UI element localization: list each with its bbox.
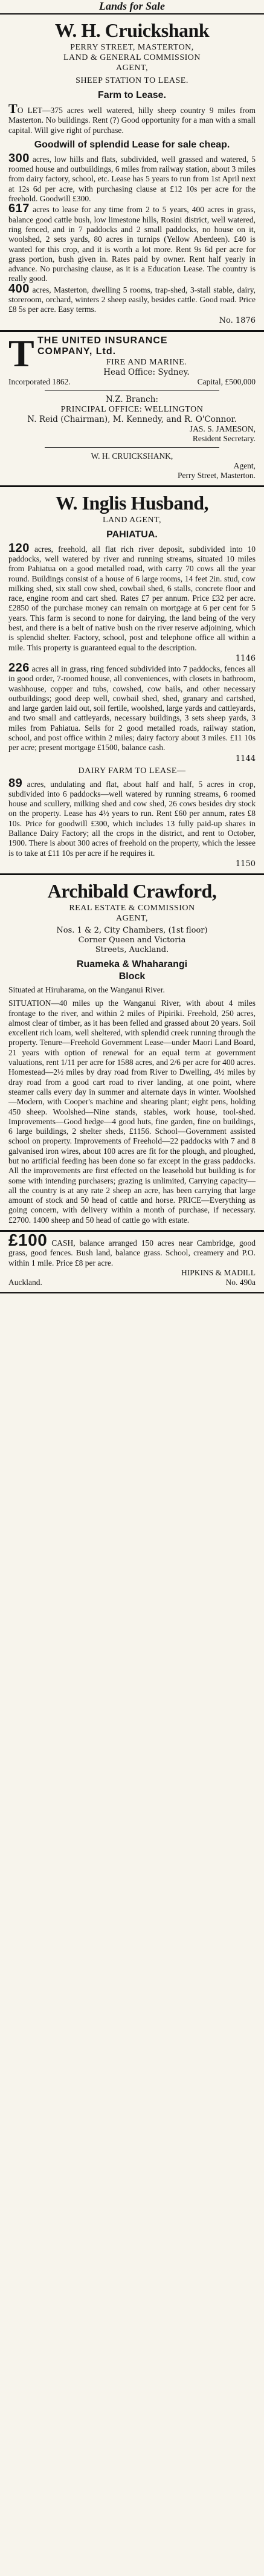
- insurance-title-company: COMPANY, Ltd.: [37, 346, 117, 357]
- listing-number: 1146: [235, 653, 256, 663]
- hipkins-footer: Auckland. No. 490a: [8, 1277, 256, 1287]
- insurance-header: [8, 331, 256, 377]
- insurance-capital: Capital, £500,000: [197, 377, 256, 386]
- hipkins-firm: HIPKINS & MADILL: [181, 1267, 256, 1277]
- insurance-head-office: Head Office: Sydney.: [103, 367, 190, 377]
- insurance-title: THE UNITED INSURANCE: [37, 335, 168, 346]
- divider: [45, 447, 219, 448]
- advertiser-place: PAHIATUA.: [106, 529, 158, 540]
- advertiser-name: Archibald Crawford,: [47, 879, 217, 902]
- listing-300: 300 acres, low hills and flats, subdivided, well grassed and watered, 5 roomed house and outbuildings, 6 miles from railway station, about 3 miles from dairy factory, school, etc. Lease has 5 years to run from 1st April next at 12s 6d per acre, with purchasing clause at £12 10s per acre for the freehold. Goodwill £300.: [8, 151, 256, 204]
- insurance-directors: N. Reid (Chairman), M. Kennedy, and R. O'Connor.: [27, 414, 237, 424]
- listing-number: No. 1876: [219, 316, 256, 325]
- insurance-agent: Agent, Perry Street, Masterton.: [178, 461, 256, 480]
- farm-heading: Farm to Lease.: [98, 90, 166, 100]
- block-situated: Situated at Hiruharama, on the Wanganui River.: [8, 985, 165, 994]
- cruickshank-ad: [0, 15, 264, 332]
- block-heading-2: Block: [118, 971, 146, 982]
- goodwill-heading: Goodwill of splendid Lease for sale cheap.: [34, 139, 230, 150]
- hipkins-price: £100: [8, 1231, 48, 1250]
- advertiser-title: REAL ESTATE & COMMISSION: [69, 903, 195, 913]
- dropcap: T: [8, 101, 18, 116]
- insurance-ad: [0, 332, 264, 487]
- advertiser-name: W. Inglis Husband,: [55, 491, 209, 514]
- listing-226: 226 acres all in grass, ring fenced subdivided into 7 paddocks, fences all in good order, 7-roomed house, all conveniences, with closets in bathroom, washhouse, copper and tubs, cowshed, cow bails, and other necessary outbuildings; good deep well, cowbail shed, shed, granary and cartshed, and large garden laid out, soil fertile, woolshed, large yards and cattleyards, and two small and cattleyards, necessary buildings, 3 sets sheep yards, 3 miles from Pahiatua. Sells for 2 good metalled roads, railway station, school, and post office within 2 miles; dairy factory about 3 miles. £11 10s per acre; present mortgage £1500, balance cash.: [8, 661, 256, 752]
- listing-number: 1144: [235, 754, 256, 763]
- dairy-heading: DAIRY FARM TO LEASE—: [78, 766, 186, 775]
- address-line: Streets, Auckland.: [95, 945, 169, 954]
- insurance-incorporated: Incorporated 1862.: [8, 377, 71, 386]
- insurance-principal-office: PRINCIPAL OFFICE: WELLINGTON: [60, 404, 204, 414]
- insurance-figures: [8, 377, 256, 387]
- block-heading: Ruameka & Whaharangi: [76, 959, 188, 969]
- crawford-ad: [0, 875, 264, 1232]
- listing-89: 89 acres, undulating and flat, about half and half, 5 acres in crop, subdivided into 6 paddocks—well watered by running streams, 6 roomed house and scullery, milking shed and cow shed, 26 cows besides dry stock on the property. Lease has 4½ years to run. Rent £60 per annum, rates £8 10s. Price for goodwill £300, which includes 13 fully paid-up shares in Ballance Dairy Factory; all the crops in the district, and rent to October, 1900. There is about 300 acres of freehold on the property, which the lessee is to take at £11 10s per acre if he requires it.: [8, 776, 256, 858]
- sheep-station-line: SHEEP STATION TO LEASE.: [76, 76, 188, 85]
- insurance-sub: FIRE AND MARINE.: [106, 357, 187, 367]
- section-header: Lands for Sale: [0, 0, 264, 15]
- listing-400: 400 acres, Masterton, dwelling 5 rooms, trap-shed, 3-stall stable, dairy, storeroom, orchard, winters 2 sheep easily, besides cattle. Good road. Price £8 5s per acre. Easy terms.: [8, 282, 256, 314]
- insurance-logo-letter: T: [8, 331, 34, 375]
- hipkins-listing: £100 CASH, balance arranged 150 acres near Cambridge, good grass, good fences. Bush land, balance grass. School, creamery and P.O. within 1 mile. Price £8 per acre.: [8, 1231, 256, 1267]
- farm-paragraph: TO LET—375 acres well watered, hilly sheep country 9 miles from Masterton. No buildings. Rent (?) Good opportunity for a man with a small capital. Will give right of purchase.: [8, 101, 256, 135]
- address-line: Corner Queen and Victoria: [78, 935, 186, 945]
- address-line: Nos. 1 & 2, City Chambers, (1st floor): [56, 925, 208, 935]
- advertiser-tagline-agent: AGENT,: [116, 63, 148, 73]
- listing-number: 1150: [235, 859, 256, 869]
- divider: [45, 390, 219, 391]
- insurance-secretary: JAS. S. JAMESON, Resident Secretary.: [189, 424, 256, 443]
- advertiser-title: LAND AGENT,: [102, 515, 161, 525]
- advertiser-tagline: LAND & GENERAL COMMISSION: [63, 53, 201, 62]
- listing-617: 617 acres to lease for any time from 2 to 5 years, 400 acres in grass, balance good cattle bush, low limestone hills, Rosini district, well watered, ring fenced, and in 7 paddocks and 2 small paddocks, no house on it, woolshed, 2 sets yards, 80 acres in turnips (Yellow Aberdeen). £40 is wanted for this crop, and it is worth a lot more. Rent 9s 6d per acre for grass portion, bush given in. Rates paid by owner. Rent half yearly in advance. No purchasing clause, as it is a Education Lease. The country is really good.: [8, 202, 256, 283]
- insurance-agent-name: W. H. CRUICKSHANK,: [91, 451, 173, 461]
- inglis-ad: [0, 487, 264, 875]
- advertiser-title-agent: AGENT,: [116, 913, 148, 923]
- block-description: SITUATION—40 miles up the Wanganui River, with about 4 miles frontage to the river, and within 2 miles of Pipiriki. Freehold, 250 acres, almost clear of timber, as it has been felled and grassed about 20 years. Soil excellent rich loam, well sheltered, with splendid creek running through the property. Tenure—Freehold Government Lease—under Maori Land Board, 21 years with option of renewal for an equal term at government valuations, rent 1/11 per acre for 1588 acres, and 2/6 per acre for 400 acres. Homestead—2½ miles by dray road from River to Dwelling, 4½ miles by dray road from a good cart road to river landing, at one point, where steamer calls every day in summer and alternate days in winter. Woolshed—Modern, with Cooper's machine and shearing plant; eight pens, holding 450 sheep. Woolshed—Nine stands, stables, work house, tool-shed. Improvements—Good hedge—4 good huts, fine garden, fine on buildings, 6 large buildings, 2 shelter sheds, £1156. School—Government assisted school on property. Improvements of Freehold—22 paddocks with 7 and 8 galvanised iron wires, about 100 acres are fit for the plough, and ploughed, but no artificial feeding has been done so far except in the grass paddocks. All the improvements are first effected on the leasehold but building is for some with intending purchasers; grazing is unlimited, Carrying capacity—all the country is at any rate 2 sheep an acre, has been carrying that large amount of stock and 50 head of cattle and horse. PRICE—Everything as going concern, with delivery within a month of purchase, if necessary. £2700. 1400 sheep and 50 head of cattle go with estate.: [8, 998, 256, 1225]
- advertiser-address: PERRY STREET, MASTERTON,: [70, 43, 194, 52]
- advertiser-name: W. H. Cruickshank: [54, 19, 210, 41]
- listing-120: 120 acres, freehold, all flat rich river deposit, subdivided into 10 paddocks, well watered by river and running streams, situated 10 miles from Pahiatua on a good metalled road, with carry 70 cows all the year round. Buildings consist of a house of 6 large rooms, 14 feet 2in. stud, cow milking shed, six stall cow shed, cowbail shed, 6 stalls, concrete floor and race, engine room and cart shed. Rates £7 per annum. Price £32 per acre. £2850 of the purchase money can remain on mortgage at 6 per cent for 5 years. This farm is second to none for dairying, the land being of the very best, and there is a belt of native bush on the river reserve adjoining, which is splendid shelter. Factory, school, post and telephone office all within a mile. This property is guaranteed equal to the description.: [8, 541, 256, 652]
- insurance-nz-branch: N.Z. Branch:: [106, 394, 158, 404]
- hipkins-ad: [0, 1232, 264, 1293]
